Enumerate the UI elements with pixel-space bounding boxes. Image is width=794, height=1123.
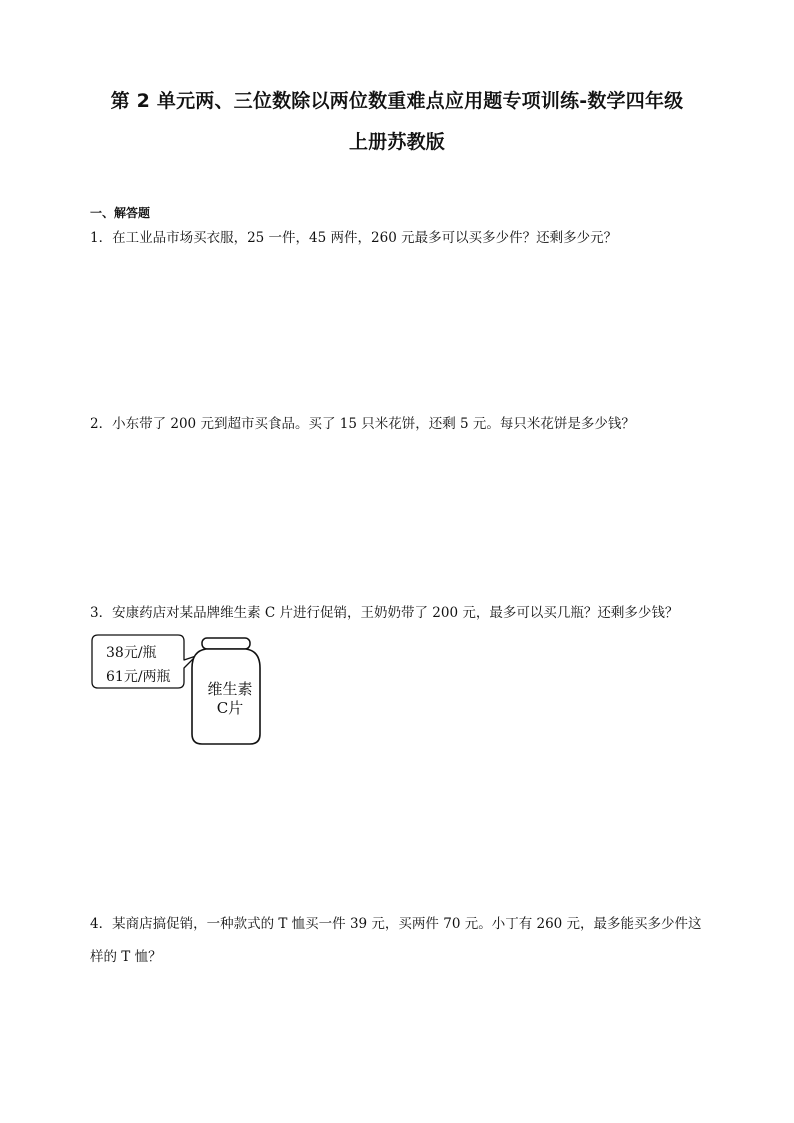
vitamin-c-figure [90, 634, 280, 748]
jar-label-line1: 维生素 [207, 680, 253, 698]
jar-lid [202, 638, 250, 649]
question-3: 3．安康药店对某品牌维生素 C 片进行促销，王奶奶带了 200 元，最多可以买几瓶？还剩多少钱？ [90, 605, 679, 621]
jar-label-line2: C片 [216, 699, 244, 717]
question-4: 4．某商店搞促销，一种款式的 T 恤买一件 39 元，买两件 70 元。小丁有 260 元，最多能买多少件这样的 T 恤？ [90, 916, 702, 965]
question-1: 1．在工业品市场买衣服，25 一件，45 两件，260 元最多可以买多少件？还剩多少元？ [90, 230, 618, 246]
section-heading: 一、解答题 [90, 206, 151, 220]
price-double: 61元/两瓶 [106, 669, 171, 685]
page-title-line1: 第 2 单元两、三位数除以两位数重难点应用题专项训练-数学四年级 [110, 90, 684, 112]
question-2: 2．小东带了 200 元到超市买食品。买了 15 只米花饼，还剩 5 元。每只米花饼是多少钱？ [90, 416, 635, 432]
page-title-line2: 上册苏教版 [348, 131, 445, 153]
price-single: 38元/瓶 [106, 645, 157, 661]
